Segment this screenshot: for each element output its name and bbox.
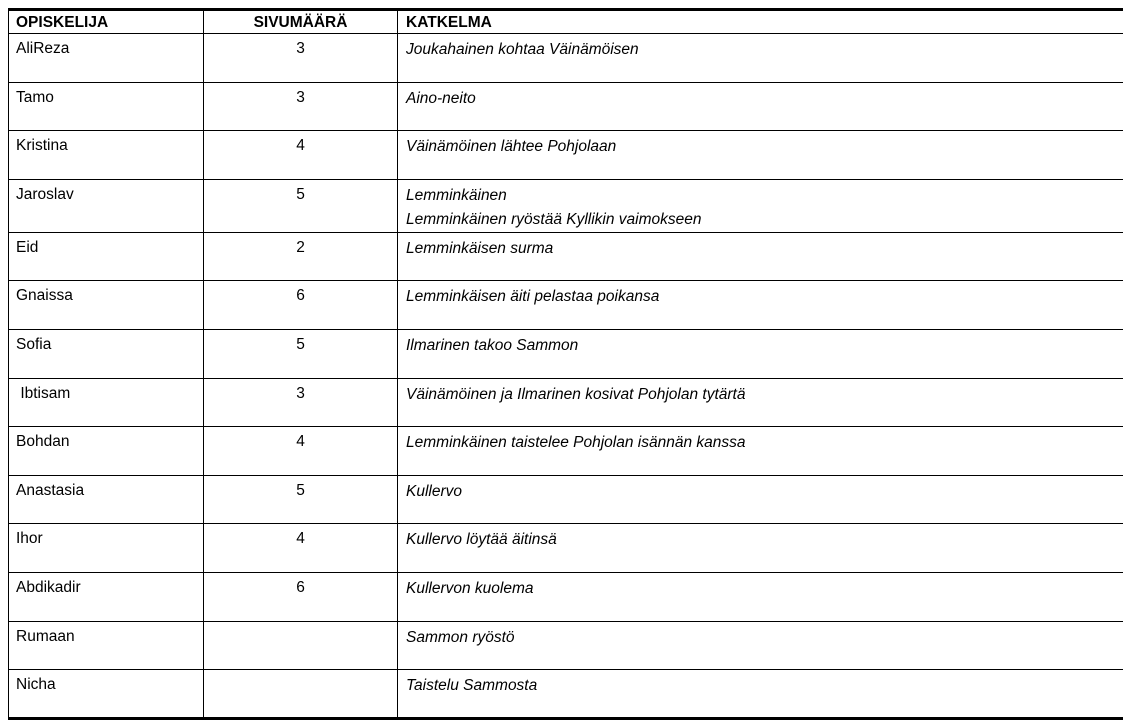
- page-count-cell: 4: [204, 524, 398, 573]
- excerpt-line: Ilmarinen takoo Sammon: [406, 336, 579, 354]
- table-row: [9, 475, 1123, 524]
- student-name-cell: Abdikadir: [9, 572, 204, 621]
- student-name-cell: Jaroslav: [9, 179, 204, 232]
- page-count-cell: 3: [204, 34, 398, 83]
- student-name-cell: Rumaan: [9, 621, 204, 670]
- header-row: [9, 10, 1123, 34]
- table-body: [9, 34, 1123, 719]
- excerpt-cell: [398, 281, 1123, 330]
- student-excerpt-table: [8, 8, 1123, 720]
- page-count-cell: 2: [204, 232, 398, 281]
- excerpt-line: Kullervo löytää äitinsä: [406, 531, 557, 549]
- excerpt-cell: [398, 131, 1123, 180]
- page-count-cell: 5: [204, 329, 398, 378]
- excerpt-line: Kullervo: [406, 482, 462, 500]
- excerpt-line: Sammon ryöstö: [406, 628, 515, 646]
- table-row: [9, 329, 1123, 378]
- table-row: [9, 670, 1123, 719]
- excerpt-line: Taistelu Sammosta: [406, 677, 538, 695]
- table-row: [9, 131, 1123, 180]
- excerpt-line: Lemminkäinen: [406, 186, 507, 204]
- page-count-cell: 4: [204, 427, 398, 476]
- page-count-cell: 3: [204, 82, 398, 131]
- student-name-cell: Nicha: [9, 670, 204, 719]
- table-header: [9, 10, 1123, 34]
- table-row: [9, 82, 1123, 131]
- student-name-cell: Bohdan: [9, 427, 204, 476]
- student-name-cell: Sofia: [9, 329, 204, 378]
- excerpt-cell: [398, 82, 1123, 131]
- excerpt-line: Joukahainen kohtaa Väinämöisen: [406, 41, 639, 58]
- page-count-cell: 6: [204, 281, 398, 330]
- table-row: [9, 179, 1123, 232]
- page-count-cell: 4: [204, 131, 398, 180]
- excerpt-cell: [398, 179, 1123, 232]
- excerpt-line: Kullervon kuolema: [406, 579, 534, 597]
- excerpt-line: Aino-neito: [406, 89, 476, 107]
- excerpt-cell: [398, 524, 1123, 573]
- student-name-cell: Ibtisam: [9, 378, 204, 427]
- excerpt-line: Väinämöinen lähtee Pohjolaan: [406, 138, 617, 156]
- page-count-cell: 5: [204, 179, 398, 232]
- excerpt-cell: [398, 670, 1123, 719]
- excerpt-line: Väinämöinen ja Ilmarinen kosivat Pohjolan tytärtä: [406, 385, 746, 403]
- excerpt-cell: [398, 621, 1123, 670]
- column-header-katkelma: KATKELMA: [398, 10, 1123, 34]
- page-count-cell: 3: [204, 378, 398, 427]
- table-row: [9, 232, 1123, 281]
- student-name-cell: Kristina: [9, 131, 204, 180]
- excerpt-cell: [398, 378, 1123, 427]
- table-row: [9, 572, 1123, 621]
- table-row: [9, 524, 1123, 573]
- excerpt-cell: [398, 34, 1123, 83]
- table-row: [9, 378, 1123, 427]
- excerpt-line: Lemminkäinen ryöstää Kyllikin vaimokseen: [406, 210, 702, 228]
- excerpt-line: Lemminkäisen surma: [406, 239, 554, 257]
- page-count-cell: [204, 621, 398, 670]
- student-name-cell: Gnaissa: [9, 281, 204, 330]
- excerpt-cell: [398, 475, 1123, 524]
- excerpt-cell: [398, 329, 1123, 378]
- page-count-cell: 6: [204, 572, 398, 621]
- student-name-cell: Anastasia: [9, 475, 204, 524]
- page-count-cell: 5: [204, 475, 398, 524]
- excerpt-cell: [398, 427, 1123, 476]
- table-row: [9, 34, 1123, 83]
- excerpt-line: Lemminkäinen taistelee Pohjolan isännän kanssa: [406, 434, 746, 452]
- table-row: [9, 621, 1123, 670]
- column-header-sivumaara: SIVUMÄÄRÄ: [204, 10, 398, 34]
- student-name-cell: Eid: [9, 232, 204, 281]
- table-row: [9, 427, 1123, 476]
- table-row: [9, 281, 1123, 330]
- student-name-cell: Tamo: [9, 82, 204, 131]
- excerpt-line: Lemminkäisen äiti pelastaa poikansa: [406, 288, 660, 306]
- page-count-cell: [204, 670, 398, 719]
- excerpt-cell: [398, 572, 1123, 621]
- student-name-cell: AliReza: [9, 34, 204, 83]
- column-header-opiskelija: OPISKELIJA: [9, 10, 204, 34]
- student-name-cell: Ihor: [9, 524, 204, 573]
- excerpt-cell: [398, 232, 1123, 281]
